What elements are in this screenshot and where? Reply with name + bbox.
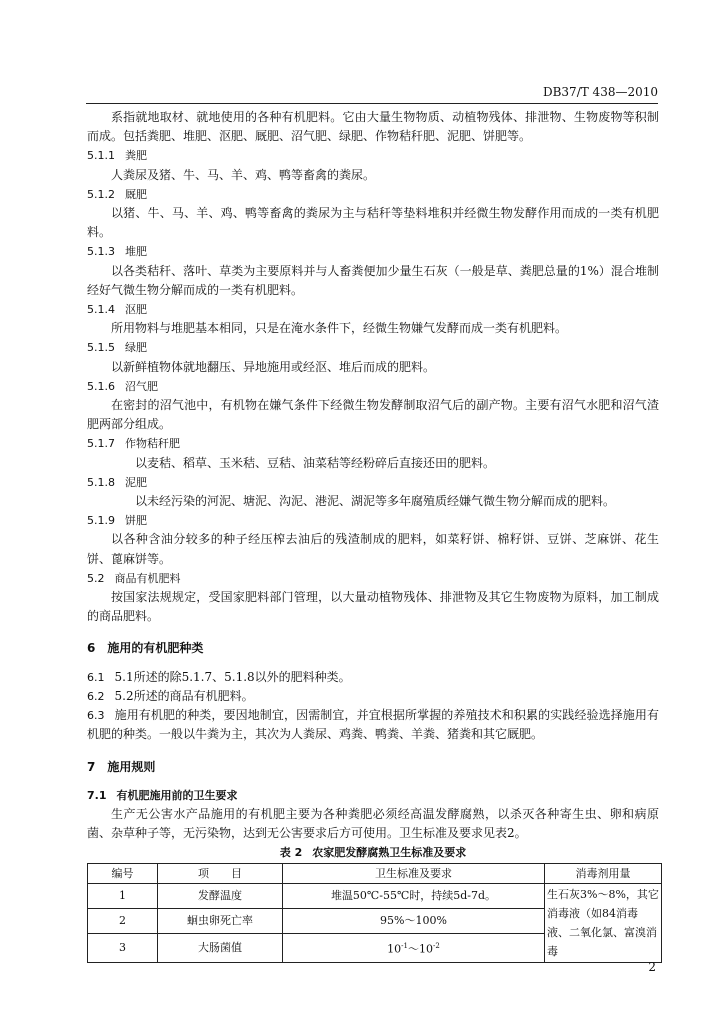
section-title: 施用的有机肥种类 (107, 641, 204, 656)
section-5-1-7-text: 以麦秸、稻草、玉米秸、豆秸、油菜秸等经粉碎后直接还田的肥料。 (135, 455, 496, 470)
section-title: 绿肥 (125, 341, 147, 355)
section-title: 泥肥 (125, 475, 147, 489)
section-title: 商品有机肥料 (114, 571, 181, 585)
section-number: 5.1.5 (87, 341, 115, 355)
table-cell: 发酵温度 (158, 883, 283, 908)
section-5-2-heading (87, 569, 659, 588)
table-header-row (88, 863, 662, 883)
section-6-3 (87, 706, 659, 744)
section-text: 5.1所述的除5.1.7、5.1.8以外的肥料种类。 (114, 669, 351, 684)
section-5-2-text: 按国家法规规定，受国家肥料部门管理，以大量动植物残体、排泄物及其它生物废物为原料，加工制成的商品肥料。 (87, 590, 659, 624)
section-7-1-heading (87, 786, 659, 805)
document-id: DB37/T 438—2010 (542, 85, 658, 99)
section-number: 5.1.6 (87, 379, 115, 393)
table-row (88, 883, 662, 908)
section-5-1-5-heading (87, 338, 659, 357)
section-7-heading (87, 758, 659, 777)
section-5-1-2-text: 以猪、牛、马、羊、鸡、鸭等畜禽的粪尿为主与秸秆等垫料堆积并经微生物发酵作用而成的一类有机肥料。 (87, 206, 659, 240)
section-5-1-2-heading (87, 185, 659, 204)
section-number: 6.3 (87, 709, 105, 723)
header-rule (86, 103, 658, 104)
section-number: 5.1.9 (87, 514, 115, 528)
section-title: 施用规则 (107, 759, 156, 774)
section-text: 施用有机肥的种类，要因地制宜，因需制宜，并宜根据所掌握的养殖技术和积累的实践经验选择施用有机肥的种类。一般以牛粪为主，其次为人粪尿、鸡粪、鸭粪、羊粪、猪粪和其它厩肥。 (87, 708, 659, 742)
value-exponent: -1 (401, 942, 408, 950)
section-5-1-7-heading (87, 434, 659, 453)
section-5-1-9-heading (87, 511, 659, 530)
table-number: 表 2 (279, 846, 303, 860)
section-title: 厩肥 (125, 187, 147, 201)
table-cell: 大肠菌值 (158, 934, 283, 963)
table-2-caption (87, 843, 659, 862)
section-5-1-8-text: 以未经污染的河泥、塘泥、沟泥、港泥、湖泥等多年腐殖质经嫌气微生物分解而成的肥料。 (135, 494, 616, 509)
table-title: 农家肥发酵腐熟卫生标准及要求 (312, 846, 467, 860)
section-5-1-6-text: 在密封的沼气池中，有机物在嫌气条件下经微生物发酵制取沼气后的副产物。主要有沼气水肥和沼气渣肥两部分组成。 (87, 398, 659, 432)
section-number: 7.1 (87, 788, 107, 802)
table-cell: 2 (88, 908, 158, 933)
section-title: 沤肥 (125, 303, 147, 317)
section-5-1-1-heading (87, 146, 659, 165)
column-header: 卫生标准及要求 (283, 863, 545, 883)
disinfectant-cell: 生石灰3%～8%，其它消毒液（如84消毒液、二氧化氯、富溴消毒 (545, 883, 662, 962)
page-number: 2 (648, 960, 656, 974)
table-cell: 堆温50℃-55℃时，持续5d-7d。 (283, 883, 545, 908)
table-cell (283, 934, 545, 963)
table-2 (87, 863, 662, 963)
column-header: 项 目 (158, 863, 283, 883)
column-header: 编号 (88, 863, 158, 883)
table-cell: 蛔虫卵死亡率 (158, 908, 283, 933)
section-6-2 (87, 687, 659, 706)
section-5-1-6-heading (87, 377, 659, 396)
column-header: 消毒剂用量 (545, 863, 662, 883)
section-number: 5.1.1 (87, 149, 115, 163)
section-5-1-9-text: 以各种含油分较多的种子经压榨去油后的残渣制成的肥料，如菜籽饼、棉籽饼、豆饼、芝麻饼、花生饼、蓖麻饼等。 (87, 532, 659, 566)
section-number: 6.1 (87, 670, 105, 684)
section-5-1-1-text: 人粪尿及猪、牛、马、羊、鸡、鸭等畜禽的粪尿。 (111, 167, 376, 182)
section-title: 饼肥 (125, 514, 147, 528)
section-number: 6.2 (87, 689, 105, 703)
value-exponent: -2 (433, 942, 440, 950)
intro-paragraph: 系指就地取材、就地使用的各种有机肥料。它由大量生物物质、动植物残体、排泄物、生物废物等积制而成。包括粪肥、堆肥、沤肥、厩肥、沼气肥、绿肥、作物秸秆肥、泥肥、饼肥等。 (87, 110, 659, 144)
section-5-1-4-heading (87, 300, 659, 319)
section-number: 5.2 (87, 571, 105, 585)
table-cell: 3 (88, 934, 158, 963)
section-5-1-4-text: 所用物料与堆肥基本相同，只是在淹水条件下，经微生物嫌气发酵而成一类有机肥料。 (111, 321, 568, 336)
table-cell: 95%～100% (283, 908, 545, 933)
section-5-1-8-heading (87, 473, 659, 492)
section-number: 5.1.4 (87, 303, 115, 317)
section-5-1-3-text: 以各类秸秆、落叶、草类为主要原料并与人畜粪便加少量生石灰（一般是草、粪肥总量的1%）混合堆制经好气微生物分解而成的一类有机肥料。 (87, 263, 659, 297)
section-title: 堆肥 (125, 245, 147, 259)
section-6-1 (87, 668, 659, 687)
section-number: 5.1.3 (87, 245, 115, 259)
section-number: 5.1.8 (87, 475, 115, 489)
value-separator: ～ (408, 942, 419, 956)
section-title: 作物秸秆肥 (125, 437, 180, 451)
value-base: 10 (419, 942, 433, 956)
section-title: 沼气肥 (125, 379, 158, 393)
section-5-1-5-text: 以新鲜植物体就地翻压、异地施用或经沤、堆后而成的肥料。 (111, 359, 436, 374)
value-base: 10 (387, 942, 402, 956)
table-cell: 1 (88, 883, 158, 908)
section-title: 粪肥 (125, 149, 147, 163)
section-6-heading (87, 639, 659, 658)
section-number: 5.1.7 (87, 437, 115, 451)
page-content (87, 108, 659, 963)
section-text: 5.2所述的商品有机肥料。 (114, 688, 254, 703)
section-number: 7 (87, 759, 96, 774)
section-5-1-3-heading (87, 242, 659, 261)
section-title: 有机肥施用前的卫生要求 (116, 788, 238, 802)
section-7-1-text: 生产无公害水产品施用的有机肥主要为各种粪肥必须经高温发酵腐熟，以杀灭各种寄生虫、卵和病原菌、杂草种子等，无污染物，达到无公害要求后方可使用。卫生标准及要求见表2。 (87, 806, 659, 841)
section-number: 5.1.2 (87, 187, 115, 201)
section-number: 6 (87, 641, 96, 656)
